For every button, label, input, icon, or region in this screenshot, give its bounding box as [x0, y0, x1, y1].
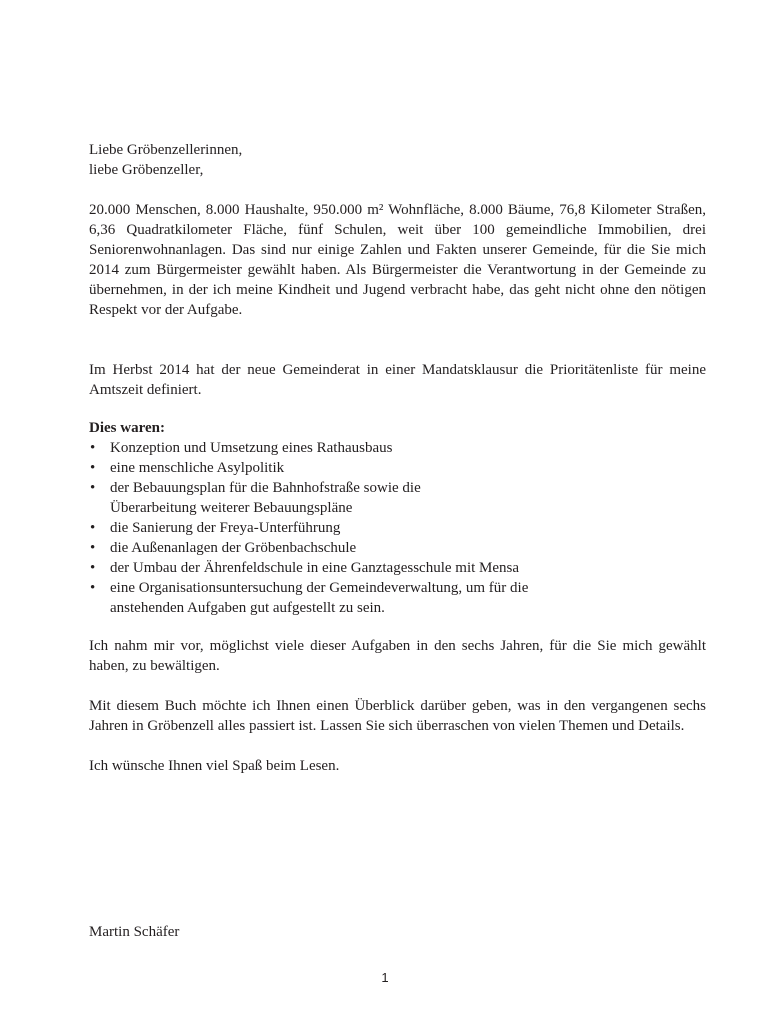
list-item [89, 538, 706, 558]
list-item-text: Konzeption und Umsetzung eines Rathausbaus [110, 440, 393, 456]
salutation [89, 140, 706, 180]
list-item [89, 438, 706, 458]
priorities-intro-paragraph: Im Herbst 2014 hat der neue Gemeinderat in einer Mandatsklausur die Prioritätenliste für meine Amtszeit definiert. [89, 362, 706, 398]
list-item-text: eine Organisationsuntersuchung der Gemeindeverwaltung, um für die anstehenden Aufgaben gut aufgestellt zu sein. [110, 580, 529, 616]
list-item-text: die Sanierung der Freya-Unterführung [110, 520, 341, 536]
list-item [89, 458, 706, 478]
bullet-icon: • [90, 480, 96, 496]
bullet-icon: • [90, 580, 96, 596]
list-item [89, 478, 706, 518]
page-number: 1 [381, 970, 389, 985]
bullet-icon: • [90, 440, 96, 456]
salutation-line-2: liebe Gröbenzeller, [89, 162, 204, 178]
list-item-text: der Umbau der Ährenfeldschule in eine Ganztagesschule mit Mensa [110, 560, 520, 576]
priorities-list [89, 438, 706, 618]
list-item [89, 518, 706, 538]
salutation-line-1: Liebe Gröbenzellerinnen, [89, 142, 243, 158]
signature: Martin Schäfer [89, 924, 180, 940]
bullet-icon: • [90, 460, 96, 476]
list-item-text: eine menschliche Asylpolitik [110, 460, 285, 476]
priorities-heading: Dies waren: [89, 420, 165, 436]
bullet-icon: • [90, 560, 96, 576]
letter-body [89, 140, 706, 776]
list-item-text: die Außenanlagen der Gröbenbachschule [110, 540, 357, 556]
bullet-icon: • [90, 520, 96, 536]
goals-paragraph: Ich nahm mir vor, möglichst viele dieser Aufgaben in den sechs Jahren, für die Sie mich gewählt haben, zu bewältigen. [89, 638, 706, 674]
closing-wish: Ich wünsche Ihnen viel Spaß beim Lesen. [89, 758, 340, 774]
list-item-text: der Bebauungsplan für die Bahnhofstraße sowie die Überarbeitung weiterer Bebauungspläne [110, 480, 421, 516]
bullet-icon: • [90, 540, 96, 556]
intro-paragraph: 20.000 Menschen, 8.000 Haushalte, 950.000 m² Wohnfläche, 8.000 Bäume, 76,8 Kilometer Straßen, 6,36 Quadratkilometer Fläche, fünf Schulen, weit über 100 gemeindliche Immobilien, drei Seniorenwohnanlagen. Das sind nur einige Zahlen und Fakten unserer Gemeinde, für die Sie mich 2014 zum Bürgermeister gewählt haben. Als Bürgermeister die Verantwortung in der Gemeinde zu übernehmen, in der ich meine Kindheit und Jugend verbracht habe, das geht nicht ohne den nötigen Respekt vor der Aufgabe. [89, 202, 706, 318]
list-item [89, 558, 706, 578]
book-overview-paragraph: Mit diesem Buch möchte ich Ihnen einen Überblick darüber geben, was in den vergangenen sechs Jahren in Gröbenzell alles passiert ist. Lassen Sie sich überraschen von vielen Themen und Details. [89, 698, 706, 734]
list-item [89, 578, 706, 618]
